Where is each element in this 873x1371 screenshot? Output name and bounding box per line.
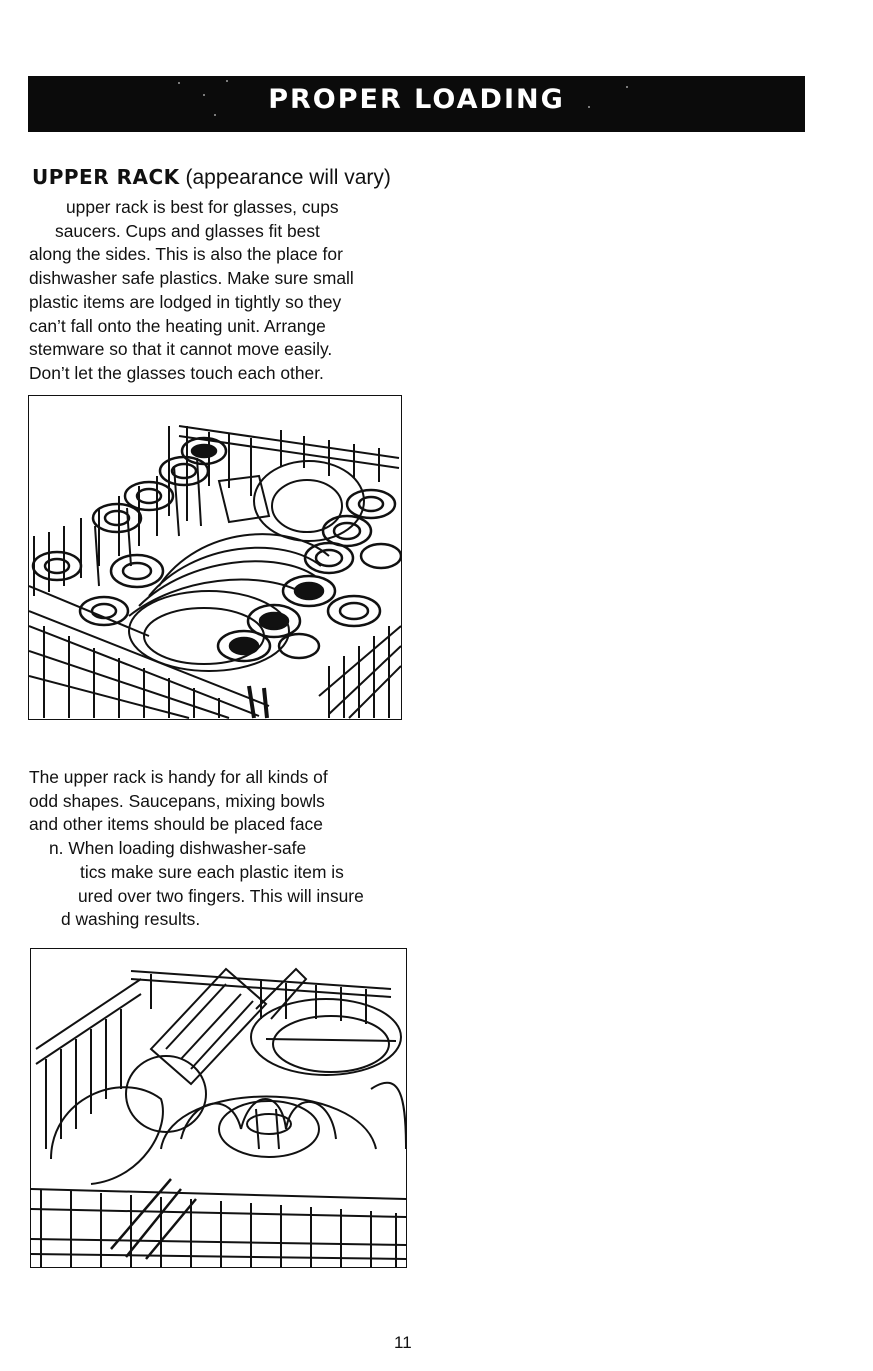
page-number: 11 — [394, 1333, 412, 1352]
text-line: ured over two fingers. This will insure — [78, 885, 364, 906]
text-line: and other items should be placed face — [29, 814, 323, 835]
text-line: odd shapes. Saucepans, mixing bowls — [29, 790, 325, 811]
paragraph-upper-rack-glasses — [29, 196, 409, 386]
text-line: saucers. Cups and glasses fit best — [55, 220, 320, 241]
text-line: stemware so that it cannot move easily. — [29, 339, 333, 360]
section-heading-bold: UPPER RACK — [32, 165, 180, 189]
page-title: PROPER LOADING — [268, 84, 565, 115]
upper-rack-glasses-illustration — [28, 395, 402, 720]
text-line: upper rack is best for glasses, cups — [66, 197, 339, 217]
upper-rack-bowls-illustration — [30, 948, 407, 1268]
text-line: Don’t let the glasses touch each other. — [29, 362, 324, 383]
section-heading-note: (appearance will vary) — [185, 166, 391, 189]
section-heading — [32, 165, 391, 190]
text-line: plastic items are lodged in tightly so they — [29, 291, 342, 312]
paragraph-odd-shapes — [29, 766, 409, 932]
text-line: dishwasher safe plastics. Make sure small — [29, 268, 354, 289]
text-line: The upper rack is handy for all kinds of — [29, 767, 328, 787]
text-line: d washing results. — [61, 909, 201, 930]
text-line: n. When loading dishwasher-safe — [49, 838, 307, 859]
section-banner — [28, 76, 805, 132]
text-line: can’t fall onto the heating unit. Arrange — [29, 315, 326, 336]
text-line: tics make sure each plastic item is — [80, 861, 344, 882]
text-line: along the sides. This is also the place for — [29, 244, 343, 265]
